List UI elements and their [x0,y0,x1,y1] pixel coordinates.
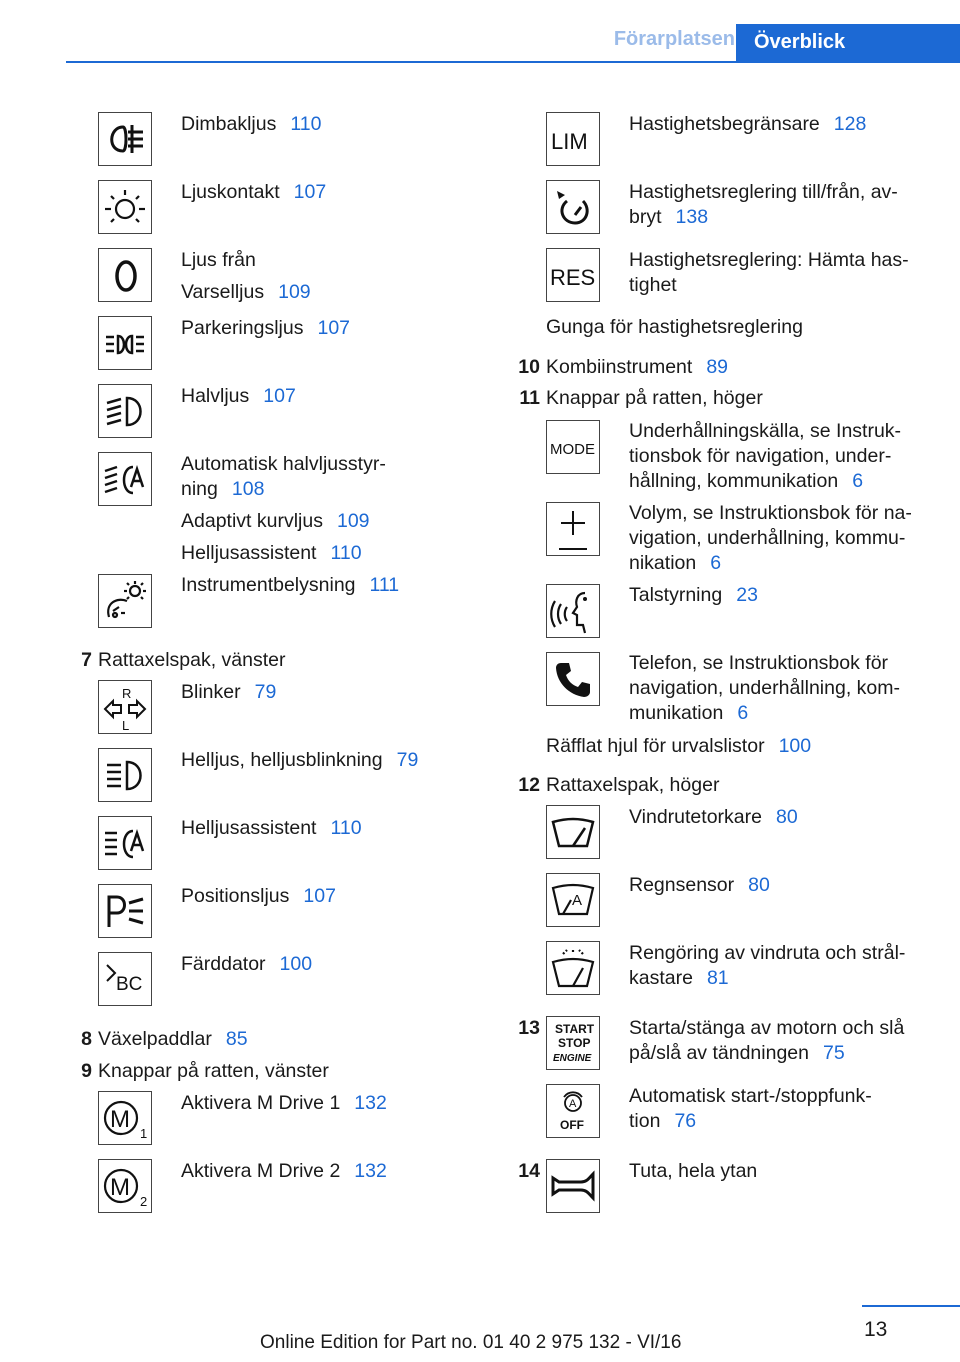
page-ref-link[interactable]: 110 [290,113,322,135]
page-ref-link[interactable]: 23 [736,584,758,606]
m-drive-1-icon [98,1091,152,1145]
list-item: Hastighetsreglering till/från, av- [629,181,898,203]
svg-text:A: A [569,1098,577,1110]
high-beam-assist-icon [98,816,152,870]
page-ref-link[interactable]: 138 [675,206,709,228]
svg-text:R: R [122,686,132,701]
list-item: tionsbok för navigation, under- [629,445,892,467]
page-ref-link[interactable]: 100 [778,735,812,757]
section-number: 7 [81,649,92,671]
list-item: kastare 81 [629,967,729,989]
page-ref-link[interactable]: 108 [231,478,265,500]
header-section-tab[interactable]: Förarplatsen [613,28,735,50]
footer-edition-text: Online Edition for Part no. 01 40 2 975 132 - VI/16 [260,1332,682,1353]
list-item: Halvljus 107 [181,385,296,407]
svg-text:2: 2 [140,1194,148,1209]
page-ref-link[interactable]: 6 [710,552,722,574]
section-number: 11 [519,387,540,409]
section-number: 12 [518,774,540,796]
section-number: 8 [81,1028,92,1050]
page-ref-link[interactable]: 110 [330,817,362,839]
list-item: Telefon, se Instruktionsbok för [629,652,889,674]
svg-text:L: L [122,718,130,733]
page-ref-link[interactable]: 6 [737,702,749,724]
page-ref-link[interactable]: 75 [822,1042,845,1064]
list-item: Tuta, hela ytan [629,1160,758,1182]
washer-icon [546,941,600,995]
section-title: Växelpaddlar 85 [98,1028,248,1050]
list-item: Underhållningskälla, se Instruk- [629,420,902,442]
page-header [0,0,960,64]
svg-text:M: M [110,1174,130,1201]
list-item: Aktivera M Drive 2 132 [181,1160,387,1182]
volume-icon [546,502,600,556]
list-item: Gunga för hastighetsreglering [546,316,803,338]
list-item: Blinker 79 [181,681,277,703]
list-item: vigation, underhållning, kommu- [629,527,906,549]
svg-text:ENGINE: ENGINE [553,1053,592,1064]
page-ref-link[interactable]: 132 [354,1092,387,1114]
phone-icon [546,652,600,706]
page-ref-link[interactable]: 81 [706,967,729,989]
auto-start-stop-icon [546,1084,600,1138]
list-item: Automatisk start-/stoppfunk- [629,1085,872,1107]
page-ref-link[interactable]: 109 [336,510,370,532]
section-title: Knappar på ratten, höger [546,387,763,409]
list-item: Regnsensor 80 [629,874,770,896]
svg-text:M: M [110,1106,130,1133]
section-number: 10 [518,356,540,378]
svg-text:BC: BC [116,974,143,995]
section-title: Rattaxelspak, vänster [98,649,286,671]
auto-low-beam-icon [98,452,152,506]
page-ref-link[interactable]: 100 [279,953,313,975]
lights-off-icon [98,248,152,302]
start-stop-engine-icon [546,1016,600,1070]
list-item: hållning, kommunikation 6 [629,470,864,492]
rain-sensor-icon [546,873,600,927]
wiper-icon [546,805,600,859]
list-item: tion 76 [629,1110,697,1132]
list-item: Hastighetsreglering: Hämta has- [629,249,909,271]
high-beam-icon [98,748,152,802]
list-item: munikation 6 [629,702,749,724]
page-ref-link[interactable]: 80 [748,874,770,896]
voice-control-icon [546,584,600,638]
section-title: Kombiinstrument 89 [546,356,729,378]
svg-text:1: 1 [140,1126,148,1141]
page-ref-link[interactable]: 109 [278,281,311,303]
list-item: Dimbakljus 110 [181,113,322,135]
page-ref-link[interactable]: 79 [254,681,277,703]
list-item: Vindrutetorkare 80 [629,806,798,828]
instrument-lighting-icon [98,574,152,628]
low-beam-icon [98,384,152,438]
page-ref-link[interactable]: 89 [706,356,729,378]
list-item: Rengöring av vindruta och strål- [629,942,906,964]
page-ref-link[interactable]: 6 [852,470,864,492]
list-item: Positionsljus 107 [181,885,336,907]
list-item: nikation 6 [629,552,722,574]
svg-text:RES: RES [550,265,596,290]
list-item: Automatisk halvljusstyr- [181,453,386,475]
turn-signal-icon [98,680,152,734]
mode-button-icon [546,420,600,474]
page-ref-link[interactable]: 107 [303,885,336,907]
page-ref-link[interactable]: 79 [396,749,419,771]
rear-fog-light-icon [98,112,152,166]
list-item: bryt 138 [629,206,709,228]
page-ref-link[interactable]: 107 [317,317,351,339]
list-item: Helljusassistent 110 [181,817,362,839]
page-ref-link[interactable]: 110 [330,542,362,564]
section-number: 13 [518,1017,540,1039]
position-lights-icon [98,884,152,938]
svg-text:OFF: OFF [560,1118,584,1132]
list-item: Volym, se Instruktionsbok för na- [629,502,912,524]
list-item: Talstyrning 23 [629,584,758,606]
page-ref-link[interactable]: 111 [369,574,400,596]
list-item: på/slå av tändningen 75 [629,1042,845,1064]
svg-text:MODE: MODE [550,441,595,458]
list-item: Färddator 100 [181,953,313,975]
resume-speed-icon [546,248,600,302]
page-ref-link[interactable]: 85 [225,1028,248,1050]
list-item: Instrumentbelysning 111 [181,574,400,596]
list-item: Varselljus 109 [181,281,311,303]
page-ref-link[interactable]: 80 [775,806,798,828]
page-ref-link[interactable]: 107 [293,181,327,203]
svg-text:LIM: LIM [551,129,588,154]
list-item: Adaptivt kurvljus 109 [181,510,370,532]
list-item: Helljus, helljusblinkning 79 [181,749,419,771]
section-number: 14 [518,1160,540,1182]
page-number: 13 [864,1318,888,1341]
list-item: Starta/stänga av motorn och slå [629,1017,905,1039]
list-item: Parkeringsljus 107 [181,317,351,339]
list-item: Aktivera M Drive 1 132 [181,1092,387,1114]
page-ref-link[interactable]: 76 [674,1110,697,1132]
section-title: Rattaxelspak, höger [546,774,720,796]
header-rule [66,61,960,63]
page-ref-link[interactable]: 107 [263,385,296,407]
section-title: Knappar på ratten, vänster [98,1060,329,1082]
list-item: navigation, underhållning, kom- [629,677,901,699]
footer-rule [862,1305,960,1307]
svg-text:STOP: STOP [558,1036,591,1050]
list-item: ning 108 [181,478,265,500]
page-ref-link[interactable]: 128 [833,113,867,135]
m-drive-2-icon [98,1159,152,1213]
trip-computer-icon [98,952,152,1006]
svg-text:START: START [555,1022,595,1036]
list-item: Helljusassistent 110 [181,542,362,564]
page-ref-link[interactable]: 132 [354,1160,387,1182]
section-number: 9 [81,1060,92,1082]
list-item: Hastighetsbegränsare 128 [629,113,867,135]
list-item: tighet [629,274,677,296]
horn-icon [546,1159,600,1213]
list-item: Ljus från [181,249,256,271]
list-item: Ljuskontakt 107 [181,181,327,203]
light-switch-icon [98,180,152,234]
speed-limiter-icon [546,112,600,166]
list-item: Räfflat hjul för urvalslistor 100 [546,735,812,757]
header-active-tab[interactable]: Överblick [736,24,960,61]
cruise-control-icon [546,180,600,234]
parking-lights-icon [98,316,152,370]
svg-text:A: A [572,892,583,909]
